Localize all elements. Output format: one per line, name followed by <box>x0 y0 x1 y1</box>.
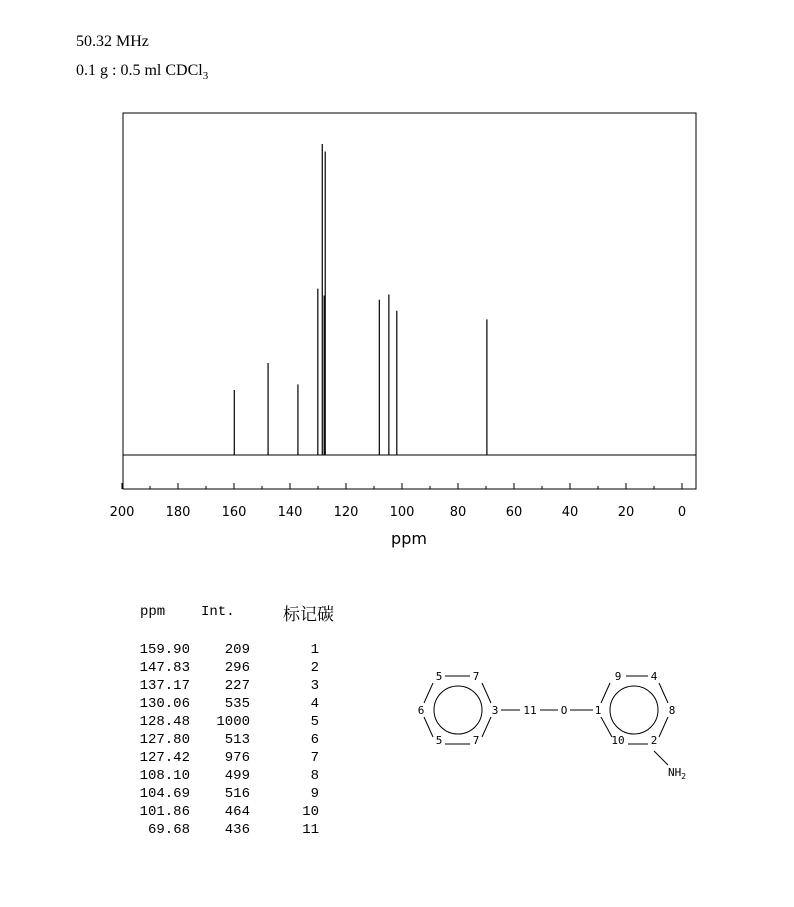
cell-carbon-label: 3 <box>310 678 319 694</box>
table-row <box>120 804 330 822</box>
cell-carbon-label: 8 <box>310 768 319 784</box>
cell-ppm: 69.68 <box>147 822 190 838</box>
amine-group <box>668 766 686 781</box>
amine-subscript: 2 <box>681 772 687 781</box>
table-row <box>120 660 330 678</box>
atom-label: 9 <box>614 670 622 683</box>
amine-label: NH <box>668 766 682 779</box>
cell-ppm: 147.83 <box>139 660 190 676</box>
cell-ppm: 127.80 <box>139 732 190 748</box>
table-row <box>120 732 330 750</box>
table-row <box>120 678 330 696</box>
cell-intensity: 464 <box>224 804 250 820</box>
cell-ppm: 130.06 <box>139 696 190 712</box>
x-tick-label: 60 <box>505 505 523 520</box>
cell-ppm: 137.17 <box>139 678 190 694</box>
atom-label-ch2: 11 <box>523 704 537 717</box>
column-header-intensity: Int. <box>201 604 235 620</box>
cell-intensity: 1000 <box>216 714 250 730</box>
cell-intensity: 436 <box>224 822 250 838</box>
cell-carbon-label: 2 <box>310 660 319 676</box>
atom-label: 2 <box>650 734 658 747</box>
sample-concentration-main: 0.1 g : 0.5 ml CDCl <box>76 62 203 79</box>
x-tick-label: 80 <box>449 505 467 520</box>
x-tick-label: 40 <box>561 505 579 520</box>
cell-intensity: 227 <box>224 678 250 694</box>
cell-intensity: 499 <box>224 768 250 784</box>
cell-ppm: 128.48 <box>139 714 190 730</box>
cell-intensity: 513 <box>224 732 250 748</box>
plot-frame <box>123 113 696 489</box>
atom-label: 3 <box>491 704 499 717</box>
column-header-ppm: ppm <box>140 604 166 620</box>
x-tick-label: 120 <box>333 505 359 520</box>
x-tick-label: 200 <box>109 505 135 520</box>
cell-carbon-label: 4 <box>310 696 319 712</box>
cell-carbon-label: 11 <box>302 822 319 838</box>
cell-carbon-label: 6 <box>310 732 319 748</box>
atom-label: 4 <box>650 670 658 683</box>
x-axis-label: ppm <box>391 529 427 548</box>
sample-concentration-subscript: 3 <box>202 70 209 83</box>
atom-label: 5 <box>435 670 443 683</box>
cell-intensity: 296 <box>224 660 250 676</box>
cell-intensity: 535 <box>224 696 250 712</box>
cell-carbon-label: 10 <box>302 804 319 820</box>
cell-intensity: 516 <box>224 786 250 802</box>
cell-intensity: 209 <box>224 642 250 658</box>
x-tick-label: 100 <box>389 505 415 520</box>
molecule-structure <box>410 665 710 790</box>
atom-label: 10 <box>611 734 625 747</box>
cell-ppm: 127.42 <box>139 750 190 766</box>
structure-labels <box>418 670 687 781</box>
table-row <box>120 696 330 714</box>
x-tick-label: 20 <box>617 505 635 520</box>
cell-ppm: 159.90 <box>139 642 190 658</box>
cell-carbon-label: 7 <box>310 750 319 766</box>
atom-label: 5 <box>435 734 443 747</box>
atom-label-oxygen: O <box>560 704 568 717</box>
cell-carbon-label: 5 <box>310 714 319 730</box>
cell-ppm: 108.10 <box>139 768 190 784</box>
table-row <box>120 822 330 840</box>
cell-ppm: 101.86 <box>139 804 190 820</box>
atom-label: 1 <box>594 704 602 717</box>
x-tick-label: 0 <box>677 505 687 520</box>
table-row <box>120 750 330 768</box>
table-row <box>120 714 330 732</box>
table-row <box>120 768 330 786</box>
atom-label: 6 <box>417 704 425 717</box>
atom-label: 8 <box>668 704 676 717</box>
table-row <box>120 786 330 804</box>
x-tick-label: 140 <box>277 505 303 520</box>
spectrometer-frequency: 50.32 MHz <box>76 33 149 50</box>
table-row <box>120 642 330 660</box>
x-tick-label: 160 <box>221 505 247 520</box>
x-tick-label: 180 <box>165 505 191 520</box>
cell-carbon-label: 9 <box>310 786 319 802</box>
cell-ppm: 104.69 <box>139 786 190 802</box>
column-header-carbon-label: 标记碳 <box>283 605 334 625</box>
structure-bonds <box>424 676 668 765</box>
cell-carbon-label: 1 <box>310 642 319 658</box>
peak-sticks <box>234 144 487 455</box>
atom-label: 7 <box>472 734 480 747</box>
cell-intensity: 976 <box>224 750 250 766</box>
atom-label: 7 <box>472 670 480 683</box>
